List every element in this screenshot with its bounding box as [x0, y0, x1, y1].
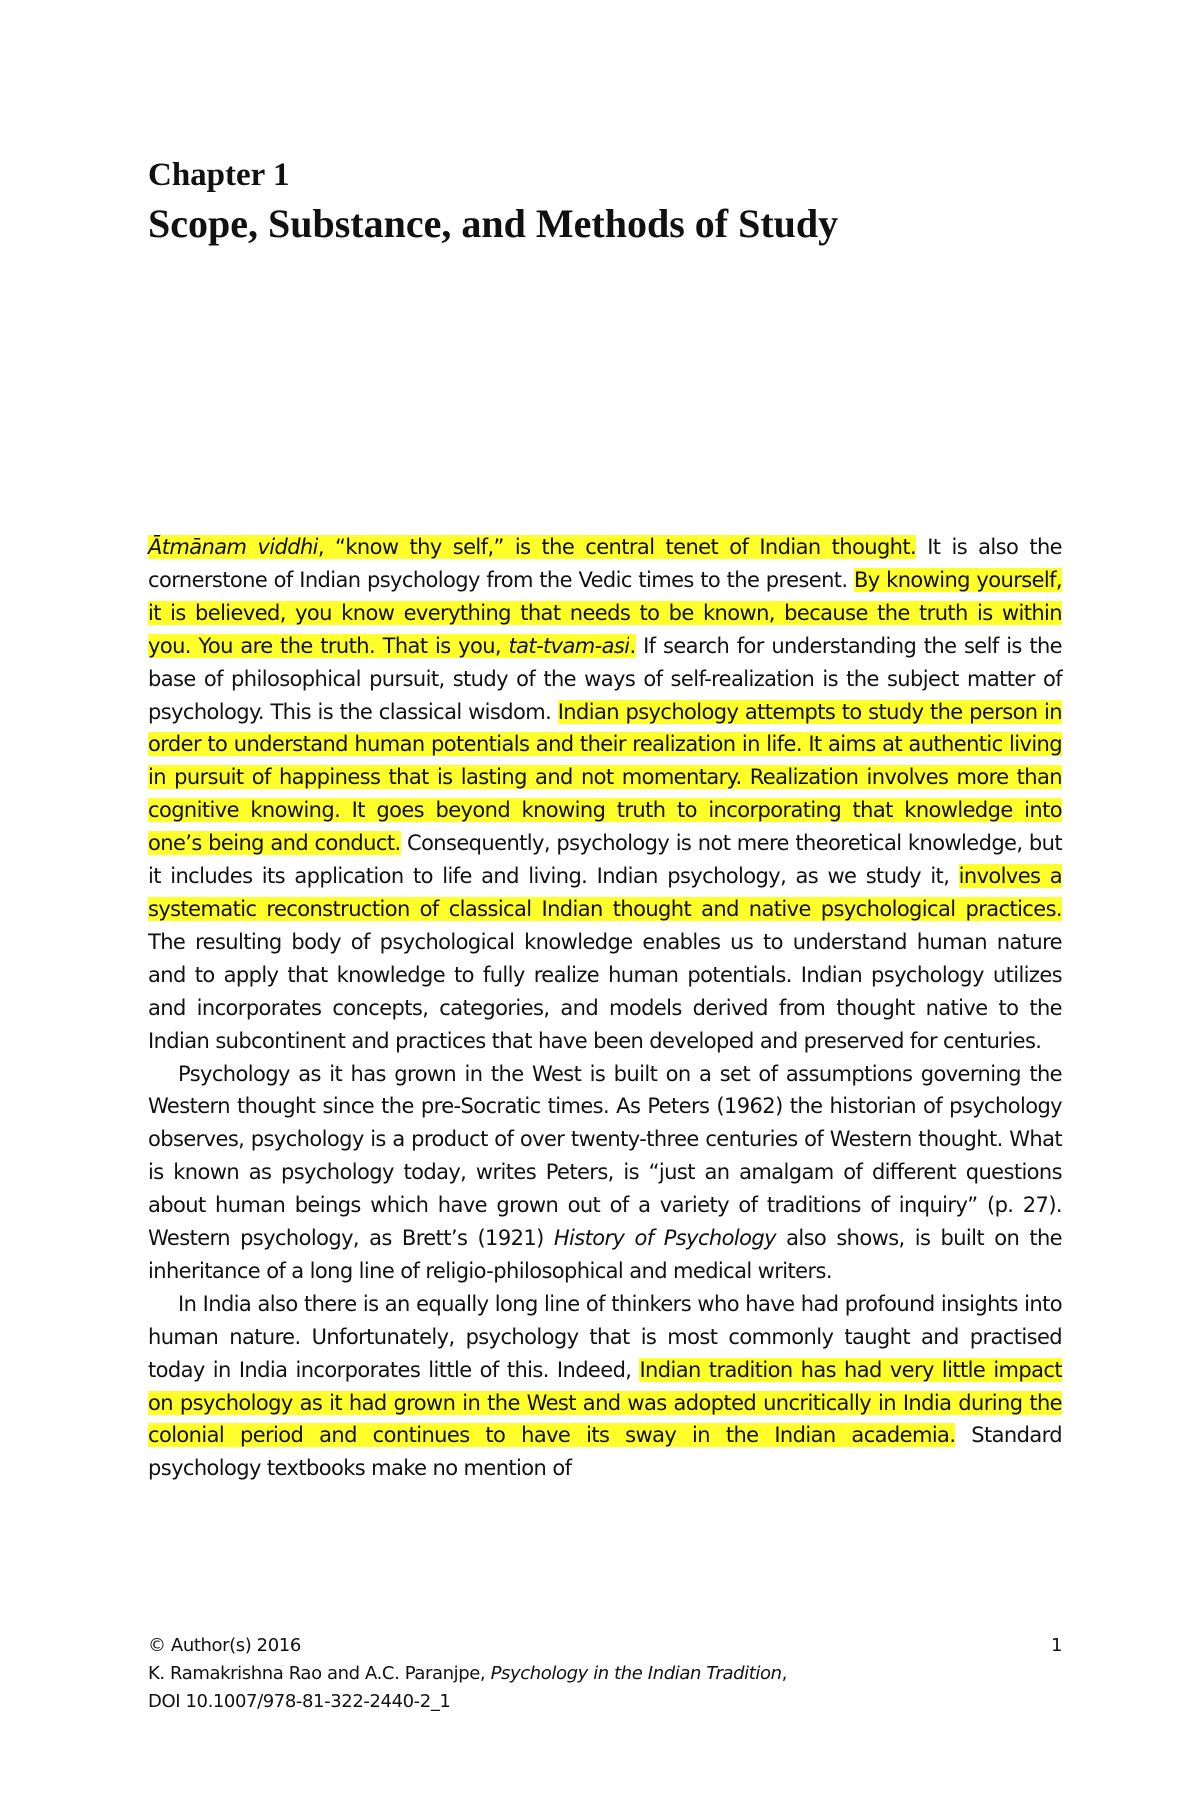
highlighted-text: Indian tradition has had very little impact on psychology as it had grown in the West and was adopted uncritically in India during the colonial period and continues to have its sway in the Indian academia. [148, 1357, 1062, 1448]
copyright-line: © Author(s) 2016 [148, 1635, 301, 1656]
copyright-footer [148, 1632, 1062, 1716]
paragraph [148, 1288, 1062, 1485]
paragraph [148, 1058, 1062, 1288]
text-segment: The resulting body of psychological knowledge enables us to understand human nature and to apply that knowledge to fully realize human potentials. Indian psychology utilizes and incorporates concepts, categories, and models derived from thought native to the Indian subcontinent and practices that have been developed and preserved for centuries. [148, 929, 1062, 1053]
highlighted-text: , “know thy self,” is the central tenet of Indian thought. [317, 535, 917, 559]
chapter-label: Chapter 1 [148, 157, 290, 193]
text-segment: History of Psychology [553, 1226, 776, 1251]
highlighted-text: involves a systematic reconstruction of classical Indian thought and native psychological practices. [148, 864, 1062, 921]
body-text [148, 531, 1062, 1485]
page-number: 1 [1050, 1635, 1062, 1656]
text-segment: Standard psychology textbooks make no mention of [148, 1423, 1062, 1481]
highlighted-text: By knowing yourself, it is believed, you know everything that needs to be known, because the truth is within you. You are the truth. That is you, [148, 567, 1062, 658]
text-segment: Psychology as it has grown in the West is built on a set of assumptions governing the Western thought since the pre-Socratic times. As Peters (1962) the historian of psychology observes, psychology is a product of over twenty-three centuries of Western thought. What is known as psychology today, writes Peters, is “just an amalgam of different questions about human beings which have grown out of a variety of traditions of inquiry” (p. 27). Western psychology, as Brett’s (1921) [148, 1061, 1062, 1251]
highlighted-text: . [629, 633, 636, 658]
citation-comma: , [781, 1663, 787, 1684]
text-segment: If search for understanding the self is the base of philosophical pursuit, study of the ways of self-realization is the subject matter of psychology. This is the classical wisdom. [148, 633, 1062, 724]
highlighted-text: Indian psychology attempts to study the person in order to understand human potentials and their realization in life. It aims at authentic living in pursuit of happiness that is lasting and not momentary. Realization involves more than cognitive knowing. It goes beyond knowing truth to incorporating that knowledge into one’s being and conduct. [148, 699, 1062, 856]
text-segment: It is also the cornerstone of Indian psychology from the Vedic times to the present. [148, 535, 1062, 592]
highlighted-text: Ātmānam viddhi [148, 535, 318, 559]
citation-authors: K. Ramakrishna Rao and A.C. Paranjpe, [148, 1663, 491, 1684]
chapter-title: Scope, Substance, and Methods of Study [148, 201, 839, 246]
text-segment: also shows, is built on the inheritance of a long line of religio-philosophical and medical writers. [148, 1226, 1062, 1283]
citation-book-title: Psychology in the Indian Tradition [490, 1663, 782, 1684]
citation-line [148, 1660, 1062, 1688]
text-segment: Consequently, psychology is not mere theoretical knowledge, but it includes its application to life and living. Indian psychology, as we study it, [148, 831, 1062, 889]
text-segment: In India also there is an equally long line of thinkers who have had profound insights into human nature. Unfortunately, psychology that is most commonly taught and practised today in India incorporates little of this. Indeed, [148, 1291, 1062, 1382]
paragraph [148, 531, 1062, 1058]
doi-line: DOI 10.1007/978-81-322-2440-2_1 [148, 1691, 451, 1712]
highlighted-text: tat-tvam-asi [508, 633, 630, 658]
